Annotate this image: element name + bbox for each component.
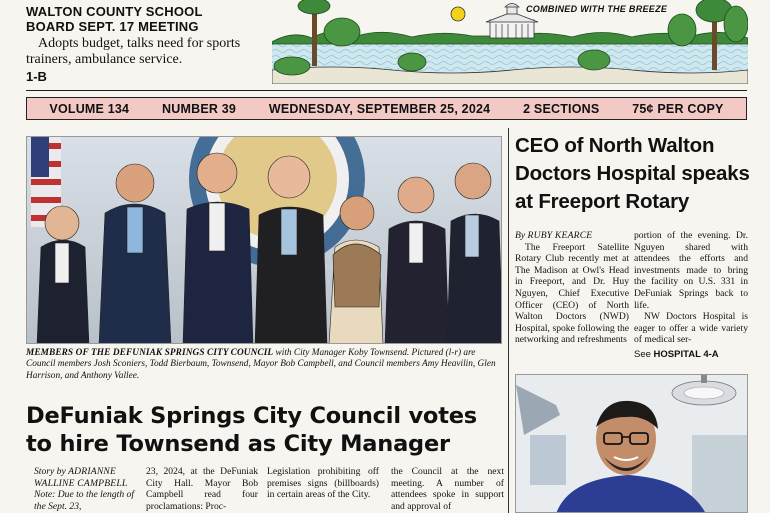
photo-caption	[26, 348, 504, 382]
byline-author: ADRIANNE WALLINE CAMPBELL	[34, 466, 128, 489]
issue-volume: VOLUME 134	[49, 101, 130, 116]
hospital-story-column-2-para-1: portion of the evening. Dr. Nguyen shared with attendees the efforts and investments made to bring the facility on U.S. 331 in DeFuniak Springs back to life.	[634, 230, 748, 311]
main-story-byline	[34, 466, 134, 489]
main-headline-line-2: to hire Townsend as City Manager	[26, 431, 450, 457]
issue-number: NUMBER 39	[162, 101, 237, 116]
jump-prefix: See	[634, 348, 654, 360]
hospital-byline-prefix: By	[515, 230, 528, 241]
main-story-column-4	[391, 466, 504, 512]
city-council-photo[interactable]	[26, 136, 502, 344]
hospital-headline-line-1: CEO of North Walton	[515, 134, 715, 157]
hospital-jump-link[interactable]	[634, 349, 748, 361]
hospital-headline-line-2: Doctors Hospital speaks	[515, 162, 750, 185]
byline-prefix: Story by	[34, 466, 69, 477]
main-story-note: Note: Due to the length of the Sept. 23,	[34, 489, 134, 512]
main-headline[interactable]	[26, 402, 506, 458]
issue-date: WEDNESDAY, SEPTEMBER 25, 2024	[268, 101, 491, 116]
teaser-title-line-1: WALTON COUNTY SCHOOL	[26, 4, 203, 19]
front-page-teaser[interactable]	[26, 4, 266, 84]
hospital-headline[interactable]	[515, 132, 750, 216]
teaser-title-line-2: BOARD SEPT. 17 MEETING	[26, 19, 199, 34]
main-headline-line-1: DeFuniak Springs City Council votes	[26, 403, 477, 429]
main-story-column-2-text: 23, 2024, at the DeFuniak City Hall. Mayor Bob Campbell read four proclamations: Proc-	[146, 466, 258, 512]
hospital-headline-line-3: at Freeport Rotary	[515, 190, 690, 213]
hospital-ceo-photo[interactable]	[515, 374, 748, 513]
hospital-story-column-2	[634, 230, 748, 361]
main-story-column-3-text: Legislation prohibiting off premises signs (billboards) in certain areas of the City.	[267, 466, 379, 501]
main-story-column-3	[267, 466, 379, 501]
issue-info-bar	[26, 97, 747, 120]
main-story-column-1	[34, 466, 134, 512]
hospital-story-column-1	[515, 230, 629, 346]
column-divider	[508, 128, 509, 513]
issue-sections: 2 SECTIONS	[523, 101, 600, 116]
hospital-story-column-2-para-2: NW Doctors Hospital is eager to offer a wide variety of medical ser-	[634, 311, 748, 346]
main-story-column-4-text: the Council at the next meeting. A number of attendees spoke in support and approval of	[391, 466, 504, 512]
caption-lead: MEMBERS OF THE DEFUNIAK SPRINGS CITY COUNCIL	[26, 348, 274, 358]
teaser-page-reference[interactable]: 1-B	[26, 69, 47, 84]
masthead-banner	[272, 0, 748, 84]
caption-body: with City Manager Koby Townsend. Pictured (l-r) are Council members Josh Sconiers, Todd Bierbaum, Townsend, Mayor Bob Campbell, and Council members Amy Heavilin, Glen Harrison, and Anthony Vallee.	[26, 348, 496, 381]
issue-price: 75¢ PER COPY	[632, 101, 724, 116]
jump-reference: HOSPITAL 4-A	[653, 348, 719, 360]
hospital-story-column-1-text: The Freeport Satellite Rotary Club recently met at The Madison at Owl's Head in Freeport, and Dr. Huy Nguyen, Chief Executive Officer (CEO) of North Walton Doctors (NWD) Hospital, spoke following the networking and refreshments	[515, 241, 629, 346]
masthead-rule	[26, 90, 747, 91]
city-council-group-photo-illustration	[27, 137, 502, 344]
hospital-story-byline	[515, 230, 629, 242]
main-story-column-2	[146, 466, 258, 512]
masthead-tagline: COMBINED WITH THE BREEZE	[526, 4, 668, 14]
hospital-ceo-photo-illustration	[516, 375, 748, 513]
teaser-summary: Adopts budget, talks need for sports trainers, ambulance service.	[26, 36, 241, 67]
hospital-byline-author: RUBY KEARCE	[527, 230, 593, 241]
masthead-landscape-illustration	[272, 0, 748, 84]
